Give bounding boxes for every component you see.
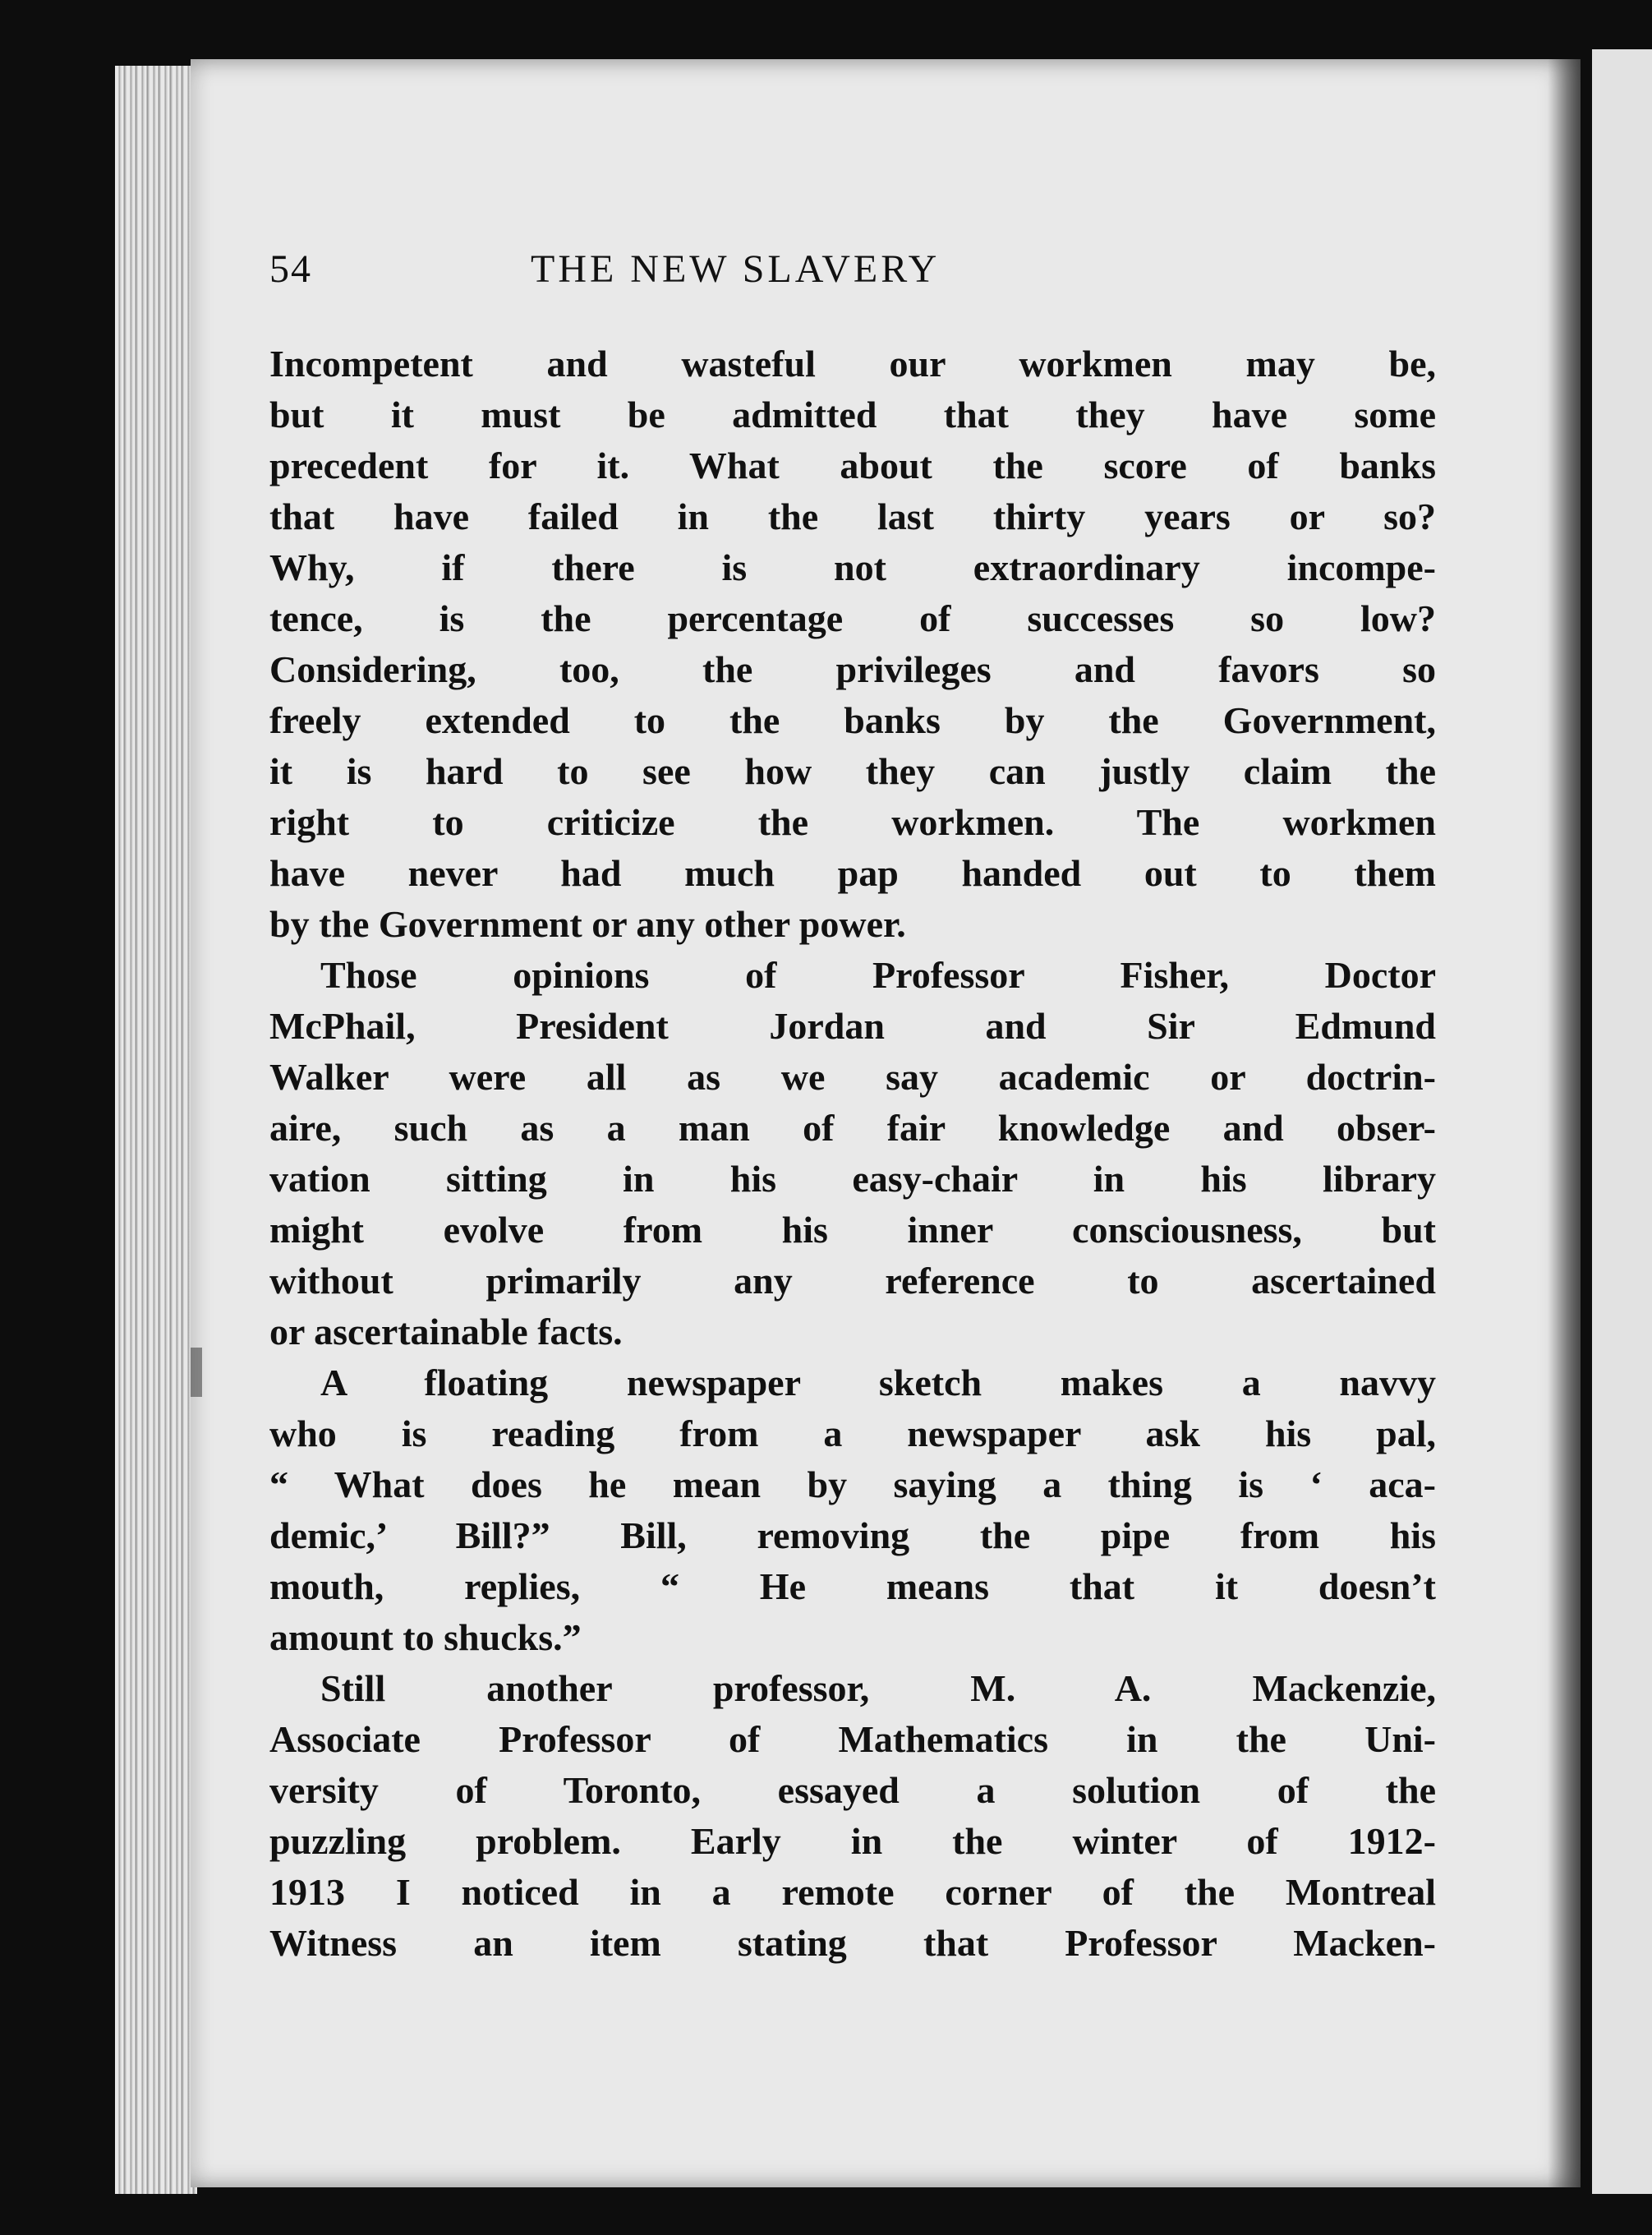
text-line: amount to shucks.” (269, 1616, 582, 1658)
paragraph (269, 950, 1436, 1357)
text-line: Those opinions of Professor Fisher, Doctor (320, 954, 1436, 996)
text-line: freely extended to the banks by the Government, (269, 699, 1436, 741)
text-line: Why, if there is not extraordinary incompe- (269, 546, 1436, 588)
text-line: might evolve from his inner consciousness, but (269, 1209, 1436, 1251)
facing-page-edge (1592, 49, 1652, 2194)
text-line: aire, such as a man of fair knowledge and obser- (269, 1107, 1436, 1149)
text-line: that have failed in the last thirty years or so? (269, 495, 1436, 537)
text-line: who is reading from a newspaper ask his pal, (269, 1412, 1436, 1454)
text-line: Associate Professor of Mathematics in the Uni- (269, 1718, 1436, 1760)
running-header (269, 247, 1165, 304)
text-line: but it must be admitted that they have some (269, 394, 1436, 435)
text-line: tence, is the percentage of successes so low? (269, 597, 1436, 639)
text-line: it is hard to see how they can justly claim the (269, 750, 1436, 792)
text-line: McPhail, President Jordan and Sir Edmund (269, 1005, 1436, 1047)
text-line: without primarily any reference to ascertained (269, 1260, 1436, 1302)
text-line: 1913 I noticed in a remote corner of the Montreal (269, 1871, 1436, 1913)
text-line: Considering, too, the privileges and favors so (269, 648, 1436, 690)
body-text (269, 339, 1436, 1969)
text-line: vation sitting in his easy-chair in his library (269, 1158, 1436, 1200)
text-line: Still another professor, M. A. Mackenzie, (320, 1667, 1436, 1709)
text-line: Witness an item stating that Professor Macken- (269, 1922, 1436, 1964)
page-number: 54 (269, 247, 312, 291)
text-line: Incompetent and wasteful our workmen may be, (269, 343, 1436, 385)
running-title: THE NEW SLAVERY (531, 247, 941, 291)
text-line: by the Government or any other power. (269, 903, 906, 945)
binding-mark (191, 1348, 202, 1397)
text-line: right to criticize the workmen. The workmen (269, 801, 1436, 843)
paragraph (269, 1663, 1436, 1969)
text-line: “ What does he mean by saying a thing is ‘ aca- (269, 1463, 1436, 1505)
text-line: puzzling problem. Early in the winter of 1912- (269, 1820, 1436, 1862)
text-line: or ascertainable facts. (269, 1311, 623, 1353)
text-line: demic,’ Bill?” Bill, removing the pipe from his (269, 1514, 1436, 1556)
text-line: precedent for it. What about the score of banks (269, 445, 1436, 486)
spine-shadow (1548, 59, 1581, 2187)
paragraph (269, 1357, 1436, 1663)
text-line: versity of Toronto, essayed a solution of the (269, 1769, 1436, 1811)
paragraph (269, 339, 1436, 950)
page-edges (115, 66, 197, 2194)
text-line: have never had much pap handed out to them (269, 852, 1436, 894)
text-line: mouth, replies, “ He means that it doesn’t (269, 1565, 1436, 1607)
text-line: A floating newspaper sketch makes a navvy (320, 1362, 1436, 1403)
text-line: Walker were all as we say academic or doctrin- (269, 1056, 1436, 1098)
